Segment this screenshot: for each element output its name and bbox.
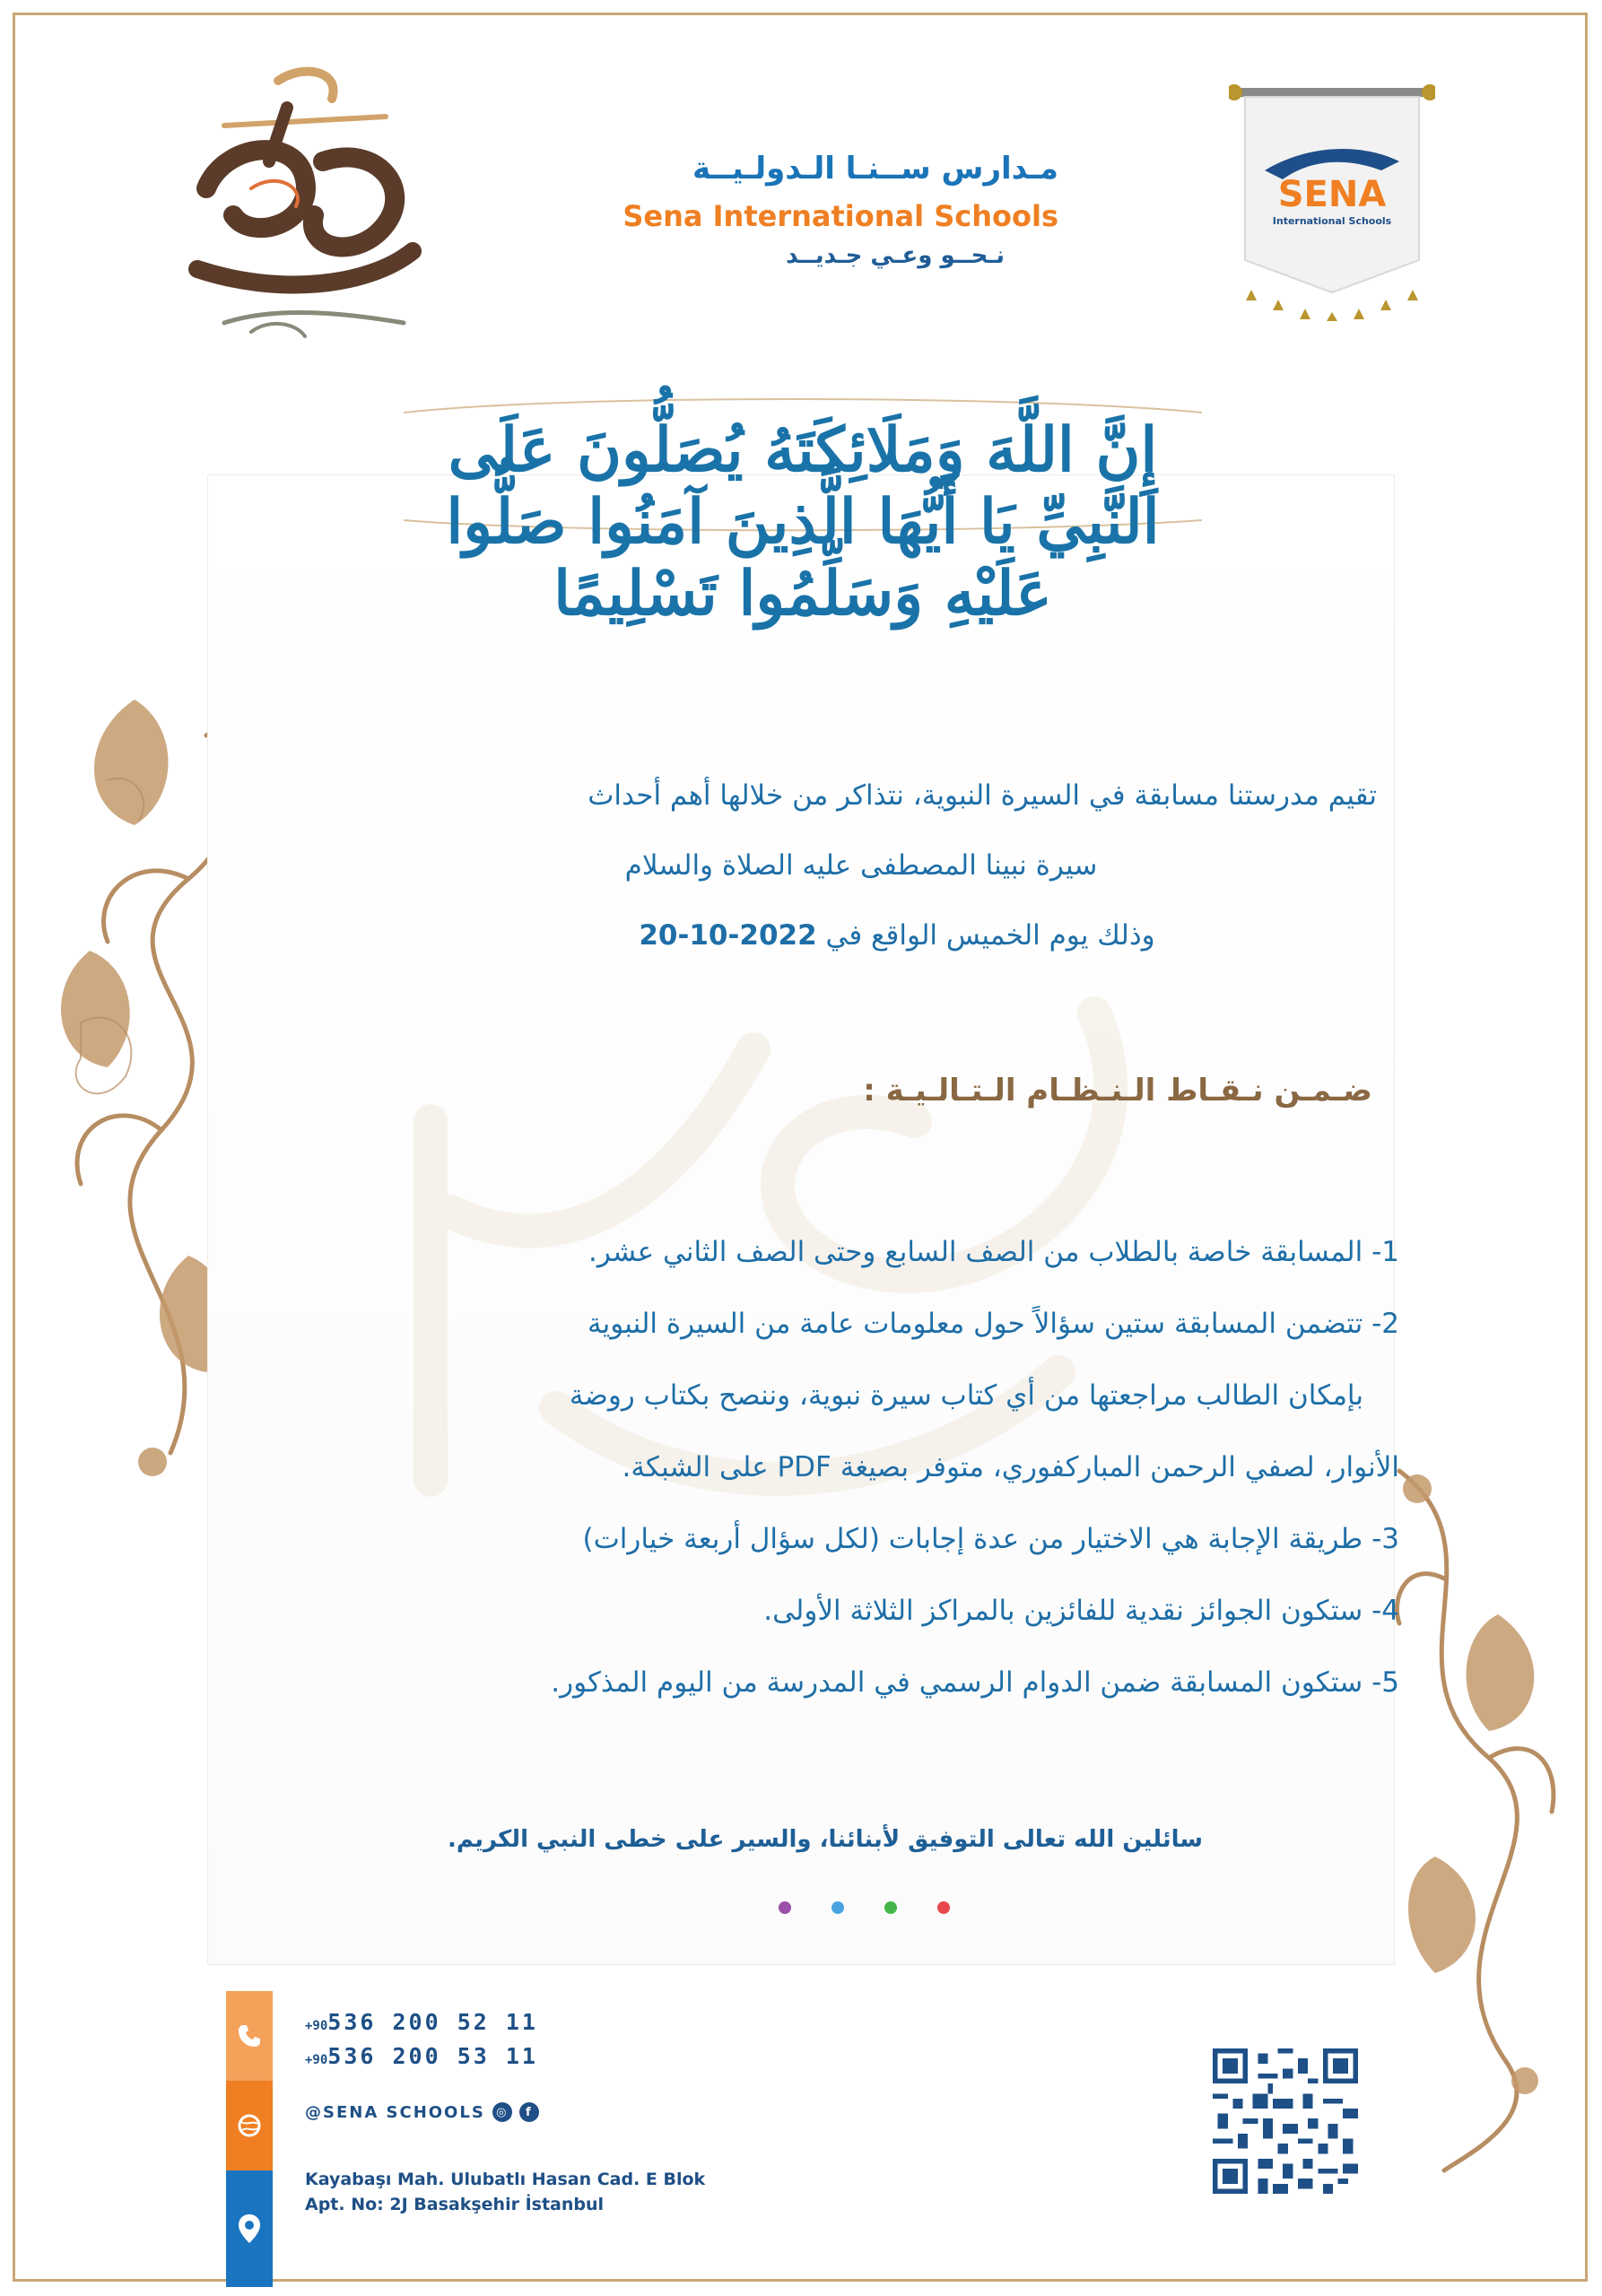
intro-line-2: سيرة نبينا المصطفى عليه الصلاة والسلام bbox=[624, 849, 1098, 882]
phone-numbers bbox=[305, 2007, 538, 2075]
address-line-2: Apt. No: 2J Basakşehir İstanbul bbox=[305, 2195, 605, 2214]
school-name-arabic: مـدارس ســنـا الـدولـيــة bbox=[692, 151, 1058, 187]
rule-line: 3- طريقة الإجابة هي الاختيار من عدة إجابات (لكل سؤال أربعة خيارات) bbox=[582, 1523, 1399, 1555]
country-code: +90 bbox=[305, 2053, 328, 2067]
rule-item bbox=[377, 1647, 1399, 1718]
location-pin-icon bbox=[238, 2213, 261, 2244]
rule-line: 5- ستكون المسابقة ضمن الدوام الرسمي في المدرسة من اليوم المذكور. bbox=[551, 1666, 1399, 1699]
location-block bbox=[226, 2170, 273, 2287]
rule-line: الأنوار، لصفي الرحمن المباركفوري، متوفر بصيغة PDF على الشبكة. bbox=[622, 1451, 1399, 1483]
school-name-english: Sena International Schools bbox=[623, 199, 1058, 233]
intro-line-3 bbox=[269, 900, 1381, 970]
intro-line-1: تقيم مدرستنا مسابقة في السيرة النبوية، نتذاكر من خلالها أهم أحداث bbox=[588, 779, 1377, 812]
decorative-dots bbox=[779, 1901, 950, 1914]
banner-logo-text: SENA bbox=[1277, 174, 1387, 215]
sena-banner-logo bbox=[1229, 81, 1435, 323]
country-code: +90 bbox=[305, 2019, 328, 2033]
intro-paragraph bbox=[269, 761, 1381, 970]
dot-purple bbox=[779, 1901, 791, 1914]
qr-code[interactable] bbox=[1213, 2045, 1358, 2197]
phone-2-digits: 536 200 53 11 bbox=[327, 2043, 538, 2069]
quran-verse-calligraphy: إِنَّ اللَّهَ وَمَلَائِكَتَهُ يُصَلُّونَ عَلَى النَّبِيِّ يَا أَيُّهَا الَّذِينَ آمَنُوا صَلُّوا عَلَيْهِ وَسَلِّمُوا تَسْلِيمًا bbox=[446, 414, 1160, 630]
dot-red bbox=[937, 1901, 950, 1914]
phone-1-digits: 536 200 52 11 bbox=[327, 2009, 538, 2035]
rule-line: 2- تتضمن المسابقة ستين سؤالاً حول معلومات عامة من السيرة النبوية bbox=[587, 1308, 1399, 1340]
competition-date: 2022-10-20 bbox=[639, 919, 817, 952]
rule-line: بإمكان الطالب مراجعتها من أي كتاب سيرة نبوية، وننصح بكتاب روضة bbox=[569, 1379, 1363, 1412]
rule-item bbox=[377, 1575, 1399, 1647]
phone-block bbox=[226, 1991, 273, 2081]
closing-prayer: سائلين الله تعالى التوفيق لأبنائنا، والسير على خطى النبي الكريم. bbox=[447, 1826, 1204, 1853]
phone-icon bbox=[236, 2022, 263, 2049]
rule-item bbox=[377, 1216, 1399, 1288]
muhammad-calligraphy-logo bbox=[170, 54, 440, 350]
social-handle[interactable] bbox=[305, 2102, 539, 2122]
web-block bbox=[226, 2081, 273, 2170]
rule-line: 4- ستكون الجوائز نقدية للفائزين بالمراكز الثلاثة الأولى. bbox=[763, 1595, 1399, 1627]
rules-heading: ضـمـن نـقـاط الـنـظـام الـتـالـيـة : bbox=[863, 1073, 1372, 1109]
dot-green bbox=[884, 1901, 897, 1914]
phone-number-2[interactable] bbox=[305, 2041, 538, 2075]
phone-number-1[interactable] bbox=[305, 2007, 538, 2041]
facebook-icon[interactable]: f bbox=[519, 2102, 539, 2122]
rule-item bbox=[377, 1288, 1399, 1503]
rule-item bbox=[377, 1503, 1399, 1575]
intro-line-3-text: وذلك يوم الخميس الواقع في bbox=[825, 919, 1155, 952]
school-slogan: نـحــو وعـي جـديــد bbox=[786, 242, 1005, 269]
web-icon bbox=[237, 2113, 262, 2138]
banner-logo-subtext: International Schools bbox=[1272, 215, 1392, 227]
rules-list bbox=[377, 1216, 1399, 1718]
instagram-icon[interactable]: ◎ bbox=[492, 2102, 512, 2122]
social-handle-text: @SENA SCHOOLS bbox=[305, 2102, 485, 2122]
dot-blue bbox=[831, 1901, 844, 1914]
address-line-1: Kayabaşı Mah. Ulubatlı Hasan Cad. E Blok bbox=[305, 2170, 706, 2189]
school-address bbox=[305, 2167, 705, 2217]
contact-icon-bar bbox=[226, 1991, 273, 2287]
rule-line: 1- المسابقة خاصة بالطلاب من الصف السابع وحتى الصف الثاني عشر. bbox=[588, 1236, 1399, 1268]
